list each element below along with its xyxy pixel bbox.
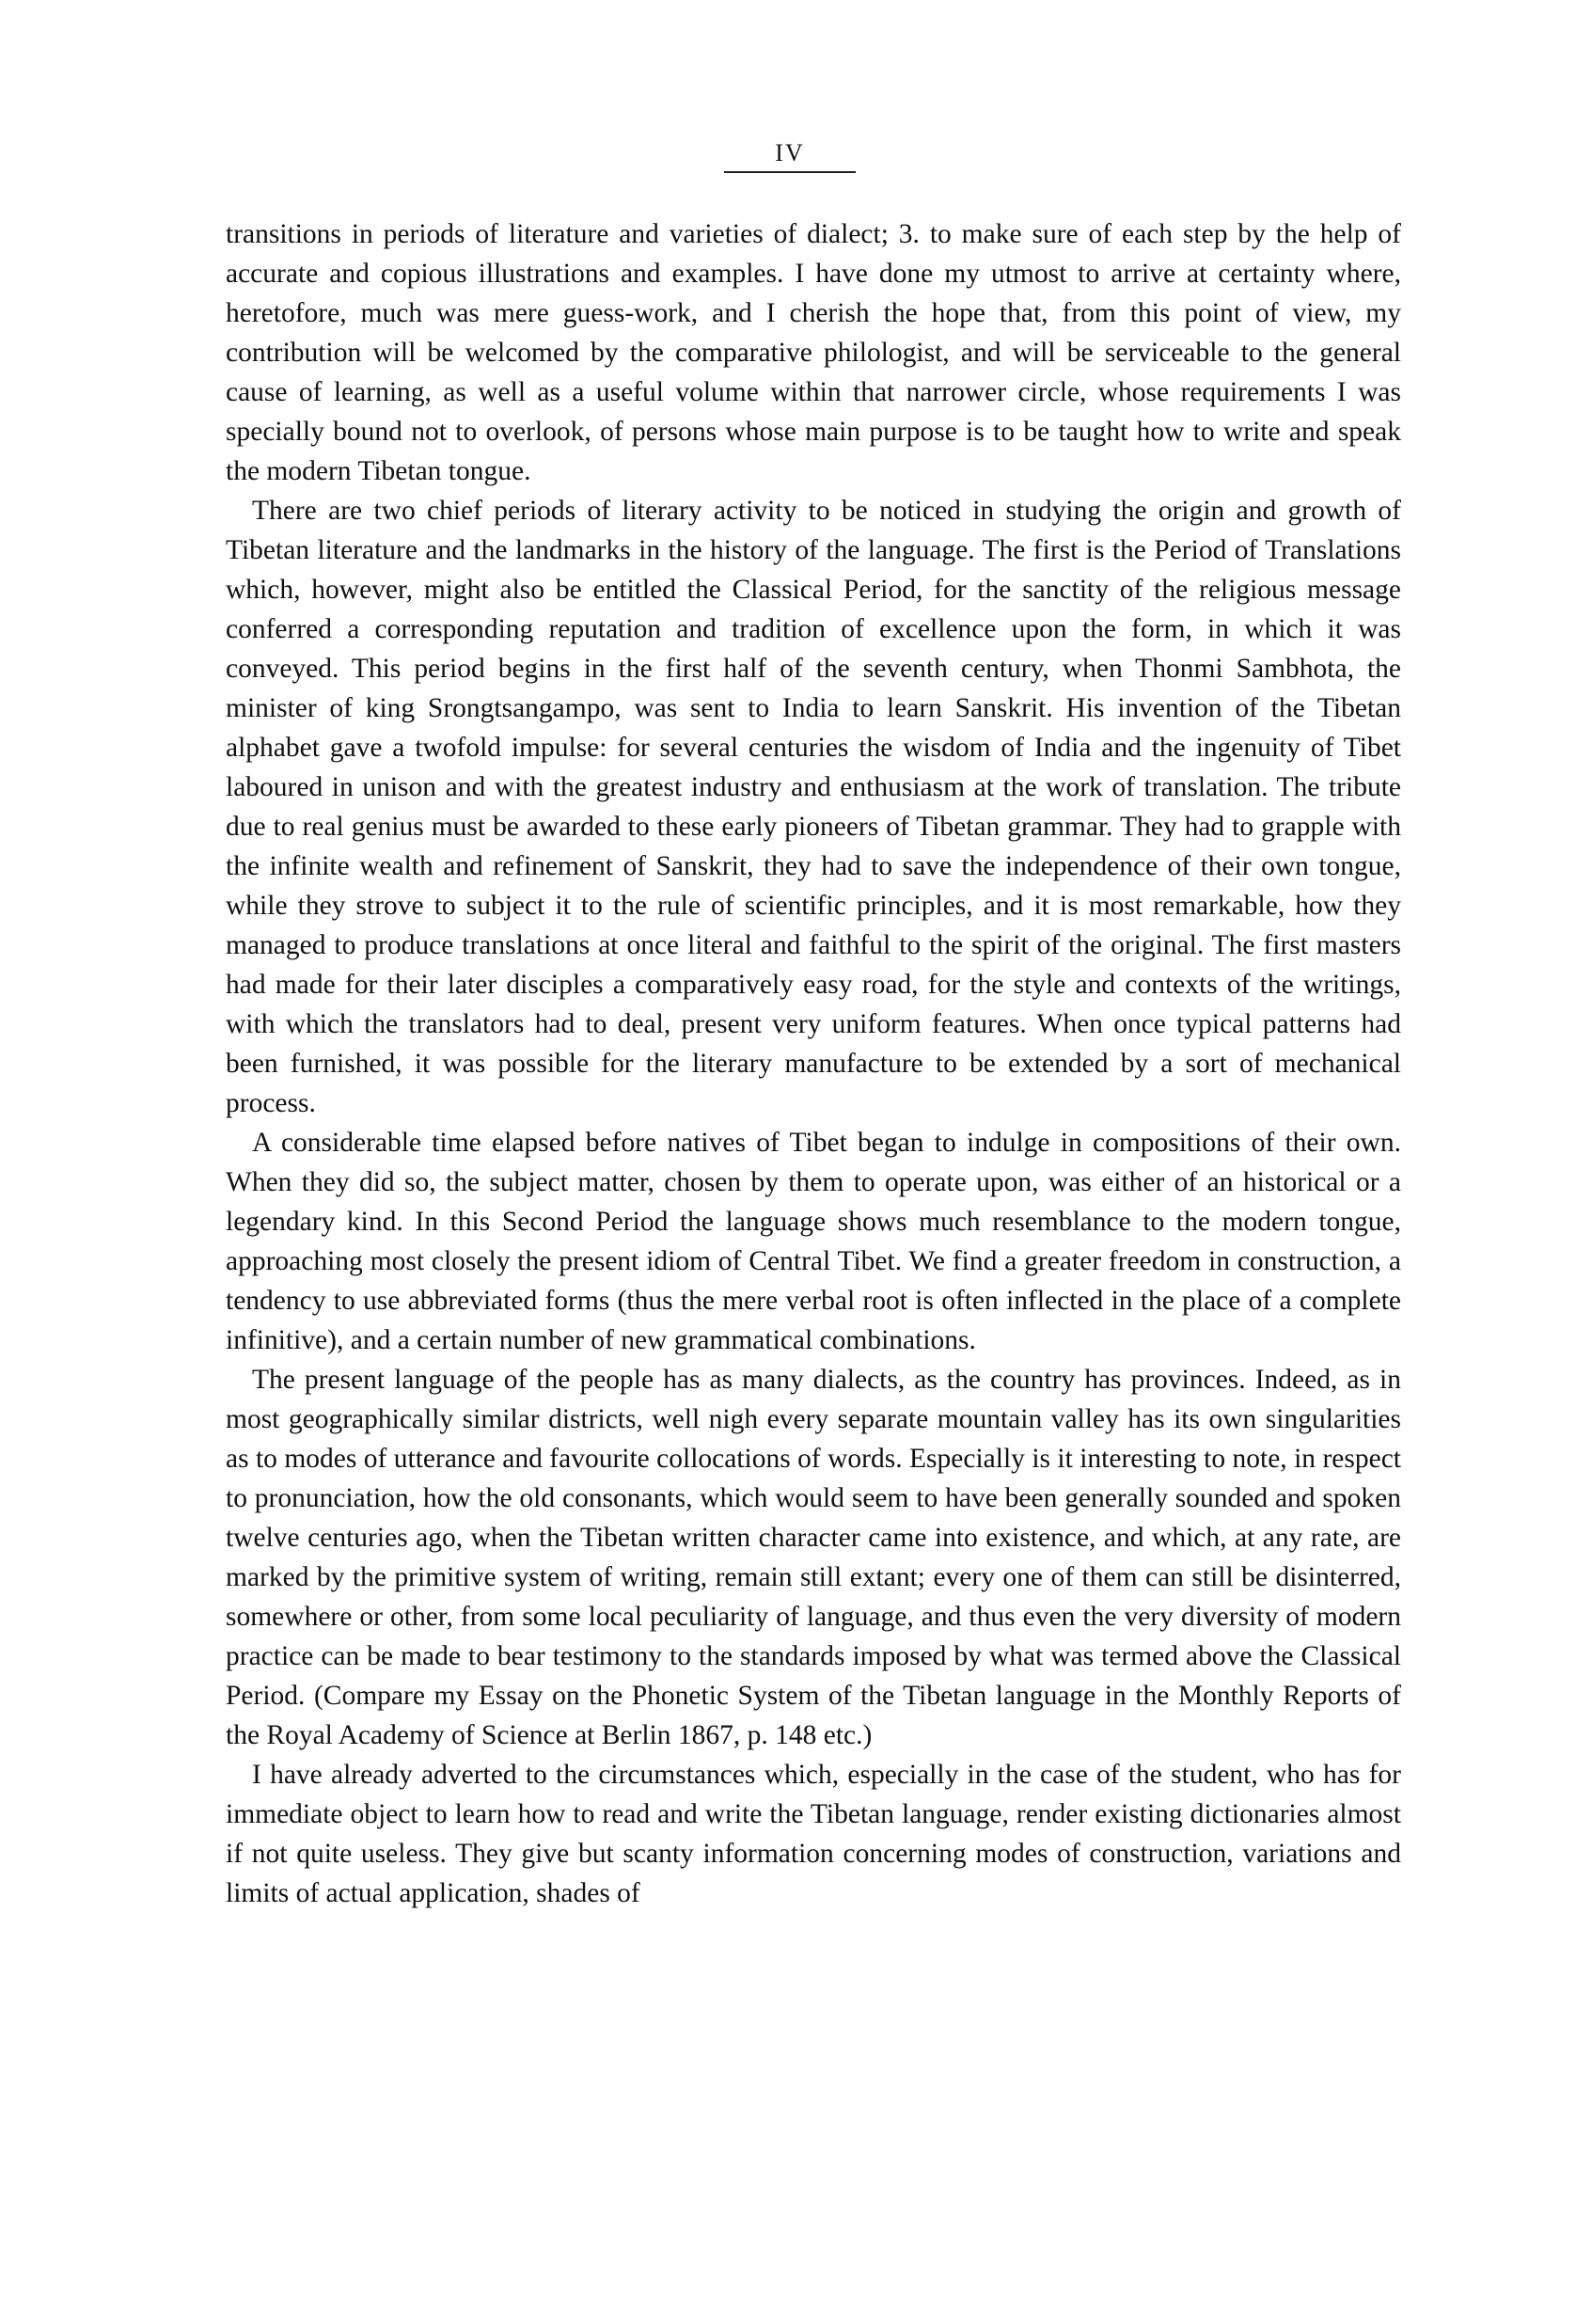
- header-rule: [724, 171, 856, 173]
- page-number: IV: [775, 139, 805, 166]
- body-text: [226, 214, 1401, 1913]
- paragraph-literary-periods: There are two chief periods of literary activity to be noticed in studying the origin and growth of Tibetan literature and the landmarks in the history of the language. The first is the Period of Translations which, however, might also be entitled the Classical Period, for the sanctity of the religious message conferred a corresponding reputation and tradition of excellence upon the form, in which it was conveyed. This period begins in the first half of the seventh century, when Thonmi Sambhota, the minister of king Srongtsangampo, was sent to India to learn Sanskrit. His invention of the Tibetan alphabet gave a twofold impulse: for several centuries the wisdom of India and the ingenuity of Tibet laboured in unison and with the greatest industry and enthusiasm at the work of translation. The tribute due to real genius must be awarded to these early pioneers of Tibetan grammar. They had to grapple with the infinite wealth and refinement of Sanskrit, they had to save the independence of their own tongue, while they strove to subject it to the rule of scientific principles, and it is most remarkable, how they managed to produce translations at once literal and faithful to the spirit of the original. The first masters had made for their later disciples a comparatively easy road, for the style and contexts of the writings, with which the translators had to deal, present very uniform features. When once typical patterns had been furnished, it was possible for the literary manufacture to be extended by a sort of mechanical process.: [226, 496, 1401, 1118]
- paragraph-second-period: A considerable time elapsed before natives of Tibet began to indulge in compositions of their own. When they did so, the subject matter, chosen by them to operate upon, was either of an historical or a legendary kind. In this Second Period the language shows much resemblance to the modern tongue, approaching most closely the present idiom of Central Tibet. We find a greater freedom in construction, a tendency to use abbreviated forms (thus the mere verbal root is often inflected in the place of a complete infinitive), and a certain number of new grammatical combinations.: [226, 1128, 1401, 1355]
- paragraph-dialects: The present language of the people has as many dialects, as the country has provinces. Indeed, as in most geographically similar districts, well nigh every separate mountain valley has its own singularities as to modes of utterance and favourite collocations of words. Especially is it interesting to note, in respect to pronunciation, how the old consonants, which would seem to have been generally sounded and spoken twelve centuries ago, when the Tibetan written character came into existence, and which, at any rate, are marked by the primitive system of writing, remain still extant; every one of them can still be disinterred, somewhere or other, from some local peculiarity of language, and thus even the very diversity of modern practice can be made to bear testimony to the standards imposed by what was termed above the Classical Period. (Compare my Essay on the Phonetic System of the Tibetan language in the Monthly Reports of the Royal Academy of Science at Berlin 1867, p. 148 etc.): [226, 1365, 1401, 1750]
- paragraph-continuation: transitions in periods of literature and varieties of dialect; 3. to make sure of each step by the help of accurate and copious illustrations and examples. I have done my utmost to arrive at certainty where, heretofore, much was mere guess-work, and I cherish the hope that, from this point of view, my contribution will be welcomed by the comparative philologist, and will be serviceable to the general cause of learning, as well as a useful volume within that narrower circle, whose requirements I was specially bound not to overlook, of persons whose main purpose is to be taught how to write and speak the modern Tibetan tongue.: [226, 219, 1401, 486]
- page-header: [715, 137, 865, 173]
- paragraph-dictionaries: I have already adverted to the circumstances which, especially in the case of the student, who has for immediate object to learn how to read and write the Tibetan language, render existing dictionaries almost if not quite useless. They give but scanty information concerning modes of construction, variations and limits of actual application, shades of: [226, 1760, 1401, 1908]
